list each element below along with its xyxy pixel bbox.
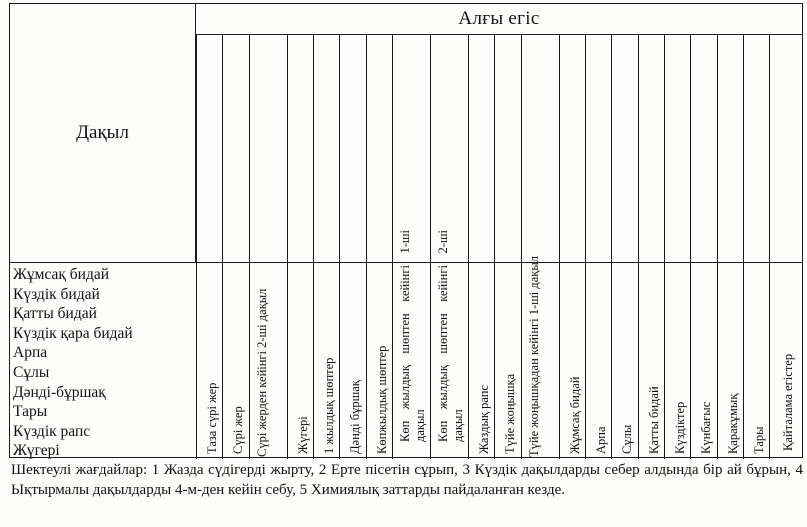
previous-crop-column-header bbox=[743, 35, 769, 454]
previous-crop-column-header bbox=[196, 35, 222, 454]
previous-crop-column-label: Дәнді бұршақ bbox=[348, 380, 363, 454]
crop-row: Сұлы bbox=[13, 363, 50, 381]
previous-crop-column-label: Түйе жоңышқадан кейінгі 1-ші дақыл bbox=[526, 255, 541, 457]
crop-row: Қатты бидай bbox=[13, 305, 97, 323]
previous-crop-column-label: Жүгері bbox=[295, 416, 310, 454]
previous-crop-column-header bbox=[339, 35, 365, 454]
previous-crop-column-label: Көп жылдық шөптен кейінгі 1-ші дақыл bbox=[397, 229, 427, 442]
previous-crop-column-header bbox=[690, 35, 716, 454]
crop-row: Күздік бидай bbox=[13, 285, 100, 303]
table-cell-column bbox=[468, 262, 494, 459]
previous-crop-column-header bbox=[664, 35, 690, 454]
previous-crop-column-header bbox=[611, 35, 637, 454]
table-cell-column bbox=[222, 262, 248, 459]
previous-crop-column-label: Қайталама егістер bbox=[781, 354, 795, 452]
table-cell-column bbox=[521, 262, 559, 459]
previous-crop-column-label: Сүрі жерден кейінгі 2-ші дақыл bbox=[254, 288, 269, 457]
previous-crop-column-label: Сұлы bbox=[620, 424, 635, 454]
previous-crop-column-label: Күздіктер bbox=[673, 401, 688, 454]
table-cell-column bbox=[392, 262, 430, 459]
previous-crop-column-label: Арпа bbox=[594, 426, 609, 454]
header-divider bbox=[10, 262, 802, 263]
table-cell-column bbox=[611, 262, 637, 459]
previous-crop-column-label: Көп жылдық шөптен кейінгі 2-ші дақыл bbox=[436, 229, 466, 442]
previous-crop-column-label: Сүрі жер bbox=[231, 406, 246, 454]
crop-row: Арпа bbox=[13, 344, 48, 362]
crop-row-list bbox=[13, 265, 196, 461]
previous-crop-column-header bbox=[585, 35, 611, 454]
table-cell-column bbox=[664, 262, 690, 459]
previous-crop-header: Алғы егіс bbox=[196, 4, 802, 35]
previous-crop-column-label: Жұмсақ бидай bbox=[568, 376, 583, 454]
table-cell-column bbox=[585, 262, 611, 459]
previous-crop-column-label: Қатты бидай bbox=[646, 386, 661, 454]
table-cell-column bbox=[196, 262, 222, 459]
previous-crop-column-label: Түйе жоңышқа bbox=[503, 373, 518, 454]
previous-crop-column-header bbox=[494, 35, 520, 454]
footnote: Шектеулі жағдайлар: 1 Жазда сүдігерді жырту, 2 Ерте пісетін сұрып, 3 Күздік дақылдарды себер алдында бір ай бұрын, 4 Ықтырмалы дақылдарды 4-м-ден кейін себу, 5 Химиялық заттарды пайдаланған кезде. bbox=[11, 462, 803, 498]
previous-crop-column-header bbox=[392, 35, 430, 442]
table-cell-column bbox=[717, 262, 743, 459]
crop-row: Күздік қара бидай bbox=[13, 324, 133, 342]
previous-crop-column-header bbox=[769, 35, 801, 452]
table-cell-column bbox=[743, 262, 769, 459]
previous-crop-column-header bbox=[366, 35, 392, 454]
table-cell-column bbox=[769, 262, 801, 459]
table-cell-column bbox=[287, 262, 313, 459]
crop-row: Жүгері bbox=[13, 442, 60, 460]
previous-crop-column-label: Қаракұмық bbox=[725, 393, 740, 454]
table-cell-column bbox=[494, 262, 520, 459]
table-cell-column bbox=[339, 262, 365, 459]
previous-crop-column-header bbox=[521, 35, 559, 457]
previous-crop-column-header bbox=[287, 35, 313, 454]
crop-rotation-table bbox=[9, 3, 803, 458]
crop-column-header: Дақыл bbox=[10, 4, 196, 262]
table-cell-column bbox=[638, 262, 664, 459]
table-cell-column bbox=[366, 262, 392, 459]
table-cell-column bbox=[559, 262, 585, 459]
crop-row: Дәнді-бұршақ bbox=[13, 383, 106, 401]
previous-crop-column-header bbox=[249, 35, 287, 457]
table-cell-column bbox=[430, 262, 468, 459]
previous-crop-column-header bbox=[430, 35, 468, 442]
previous-crop-column-label: Таза сүрі жер bbox=[205, 382, 220, 454]
previous-crop-column-header bbox=[638, 35, 664, 454]
table-cell-column bbox=[313, 262, 339, 459]
table-cell-column bbox=[690, 262, 716, 459]
previous-crop-column-label: Тары bbox=[752, 426, 767, 454]
previous-crop-column-label: Көпжылдық шөптер bbox=[374, 345, 389, 454]
previous-crop-column-header bbox=[468, 35, 494, 454]
previous-crop-column-label: Күнбағыс bbox=[699, 401, 714, 454]
previous-crop-column-header bbox=[222, 35, 248, 454]
previous-crop-column-header bbox=[717, 35, 743, 454]
table-cell-column bbox=[249, 262, 287, 459]
previous-crop-column-label: Жаздық рапс bbox=[477, 384, 492, 454]
crop-row: Күздік рапс bbox=[13, 422, 91, 440]
previous-crop-column-header bbox=[559, 35, 585, 454]
crop-row: Жұмсақ бидай bbox=[13, 266, 110, 283]
crop-row: Тары bbox=[13, 403, 48, 421]
previous-crop-column-label: 1 жылдық шөптер bbox=[322, 357, 337, 454]
previous-crop-column-header bbox=[313, 35, 339, 454]
